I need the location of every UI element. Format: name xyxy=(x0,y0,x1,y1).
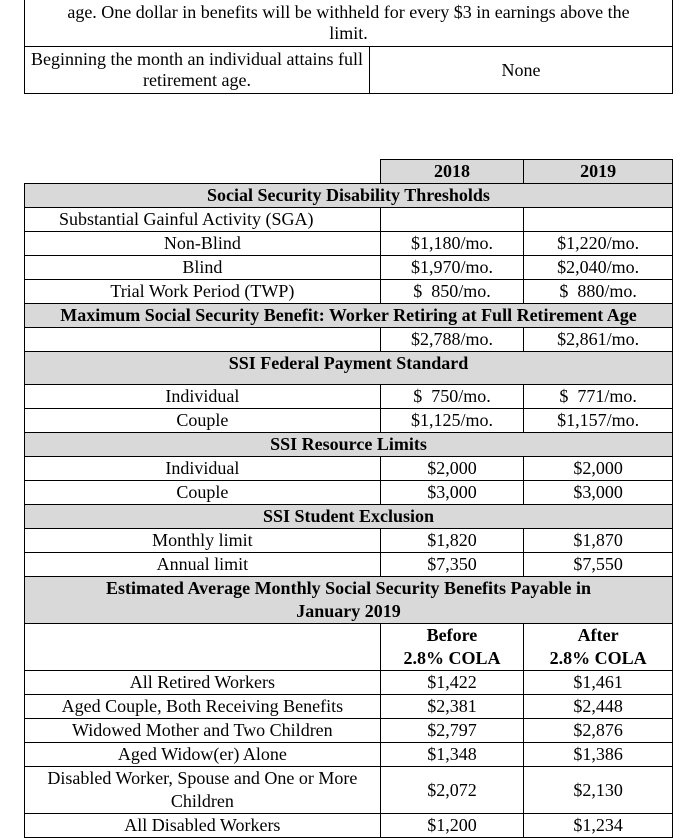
table-row xyxy=(25,409,673,433)
column-header-2019: 2019 xyxy=(524,160,673,184)
section-heading-row xyxy=(25,505,673,529)
value-after: $1,234 xyxy=(524,814,673,838)
thresholds-table xyxy=(24,159,673,838)
value-2018: $1,125/mo. xyxy=(380,409,524,433)
value-2018: $2,000 xyxy=(380,457,524,481)
value-2018: $1,180/mo. xyxy=(380,232,524,256)
table-row xyxy=(25,328,673,352)
table-row xyxy=(25,457,673,481)
before-cola-line2: 2.8% COLA xyxy=(403,648,501,668)
table-row xyxy=(25,208,673,232)
value-before: $1,422 xyxy=(380,671,524,695)
row-label: Disabled Worker, Spouse and One or More Children xyxy=(25,767,381,814)
section-heading: Social Security Disability Thresholds xyxy=(25,184,673,208)
after-cola-line1: After xyxy=(577,625,619,645)
section-heading-row xyxy=(25,352,673,385)
table-row xyxy=(25,529,673,553)
table-row xyxy=(25,280,673,304)
value-2019: $ 880/mo. xyxy=(524,280,673,304)
table-row xyxy=(25,553,673,577)
row-label: Non-Blind xyxy=(25,232,381,256)
section-heading-row xyxy=(25,433,673,457)
value-2019: $3,000 xyxy=(524,481,673,505)
value-2019: $1,157/mo. xyxy=(524,409,673,433)
table-row xyxy=(25,767,673,814)
row-label: Annual limit xyxy=(25,553,381,577)
table-row xyxy=(25,719,673,743)
value-after: $1,386 xyxy=(524,743,673,767)
value-before: $2,072 xyxy=(380,767,524,814)
earnings-limit-table xyxy=(24,0,673,94)
table-row xyxy=(25,385,673,409)
table-header-row xyxy=(25,160,673,184)
value-2018: $7,350 xyxy=(380,553,524,577)
section-heading: SSI Resource Limits xyxy=(25,433,673,457)
table-row xyxy=(25,743,673,767)
row-label: Widowed Mother and Two Children xyxy=(25,719,381,743)
table-row xyxy=(25,481,673,505)
value-after: $2,130 xyxy=(524,767,673,814)
row-label: Individual xyxy=(25,457,381,481)
table-subheader-row xyxy=(25,624,673,671)
table-row xyxy=(25,671,673,695)
value-after: $2,876 xyxy=(524,719,673,743)
table-row xyxy=(25,47,673,94)
value-after: $1,461 xyxy=(524,671,673,695)
row-label: Substantial Gainful Activity (SGA) xyxy=(25,208,381,232)
earnings-withholding-text: age. One dollar in benefits will be withheld for every $3 in earnings above the limit. xyxy=(25,0,673,47)
table-row xyxy=(25,0,673,47)
value-2018: $3,000 xyxy=(380,481,524,505)
section-heading: SSI Federal Payment Standard xyxy=(25,352,673,385)
value-2019: $2,040/mo. xyxy=(524,256,673,280)
row-label: Couple xyxy=(25,409,381,433)
value-2018: $2,788/mo. xyxy=(380,328,524,352)
value-before: $1,348 xyxy=(380,743,524,767)
column-header-before-cola xyxy=(380,624,524,671)
table-row xyxy=(25,695,673,719)
value-2018: $1,820 xyxy=(380,529,524,553)
table-row xyxy=(25,232,673,256)
column-header-2018: 2018 xyxy=(380,160,524,184)
value-2018: $ 750/mo. xyxy=(380,385,524,409)
column-header-after-cola xyxy=(524,624,673,671)
row-label: Monthly limit xyxy=(25,529,381,553)
row-label: Aged Couple, Both Receiving Benefits xyxy=(25,695,381,719)
section-heading: Estimated Average Monthly Social Security Benefits Payable in January 2019 xyxy=(25,577,673,624)
section-heading-row xyxy=(25,304,673,328)
row-label: All Disabled Workers xyxy=(25,814,381,838)
value-2019: $7,550 xyxy=(524,553,673,577)
table-row xyxy=(25,814,673,838)
full-retirement-value: None xyxy=(370,47,673,94)
value-before: $2,797 xyxy=(380,719,524,743)
value-2018: $1,970/mo. xyxy=(380,256,524,280)
row-label: Aged Widow(er) Alone xyxy=(25,743,381,767)
table-row xyxy=(25,256,673,280)
row-label: Couple xyxy=(25,481,381,505)
after-cola-line2: 2.8% COLA xyxy=(549,648,647,668)
value-2019: $1,220/mo. xyxy=(524,232,673,256)
row-label: All Retired Workers xyxy=(25,671,381,695)
value-2018: $ 850/mo. xyxy=(380,280,524,304)
full-retirement-label: Beginning the month an individual attains full retirement age. xyxy=(25,47,370,94)
row-label: Trial Work Period (TWP) xyxy=(25,280,381,304)
before-cola-line1: Before xyxy=(426,625,478,645)
value-2019: $2,000 xyxy=(524,457,673,481)
value-before: $2,381 xyxy=(380,695,524,719)
value-2019: $2,861/mo. xyxy=(524,328,673,352)
section-heading: SSI Student Exclusion xyxy=(25,505,673,529)
row-label: Blind xyxy=(25,256,381,280)
value-2019: $1,870 xyxy=(524,529,673,553)
section-heading-row xyxy=(25,184,673,208)
row-label: Individual xyxy=(25,385,381,409)
section-heading-row xyxy=(25,577,673,624)
value-before: $1,200 xyxy=(380,814,524,838)
value-after: $2,448 xyxy=(524,695,673,719)
value-2019: $ 771/mo. xyxy=(524,385,673,409)
section-heading: Maximum Social Security Benefit: Worker Retiring at Full Retirement Age xyxy=(25,304,673,328)
